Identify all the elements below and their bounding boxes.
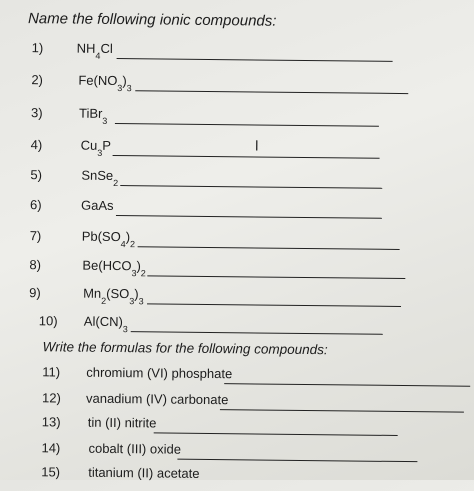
- answer-line[interactable]: [224, 383, 470, 387]
- question-row: [30, 197, 390, 223]
- question-number: 4): [30, 137, 43, 153]
- question-row: [30, 167, 390, 193]
- section2-heading: Write the formulas for the following compounds:: [42, 339, 328, 358]
- question-number: 5): [30, 167, 43, 183]
- answer-line[interactable]: [135, 90, 408, 94]
- compound-name: titanium (II) acetate: [88, 464, 200, 481]
- text-cursor-icon: I: [254, 138, 259, 155]
- question-number: 1): [31, 40, 44, 56]
- question-number: 7): [29, 228, 42, 244]
- answer-line[interactable]: [115, 123, 379, 127]
- answer-line[interactable]: [177, 459, 417, 463]
- answer-line[interactable]: [116, 215, 382, 219]
- compound-formula: Cu 3 P: [80, 137, 112, 158]
- question-number: 13): [41, 414, 61, 430]
- answer-line[interactable]: [147, 275, 405, 279]
- answer-line[interactable]: [154, 432, 398, 436]
- question-row: [31, 72, 411, 98]
- question-row: [29, 257, 409, 283]
- compound-formula: Be(HCO 3 ) 2: [82, 257, 146, 279]
- question-row: [41, 440, 469, 466]
- compound-formula: Mn 2 (SO 3 ) 3: [83, 285, 144, 307]
- compound-formula: TiBr 3: [78, 105, 108, 126]
- compound-name: vanadium (IV) carbonate: [85, 390, 229, 408]
- question-row: [29, 285, 409, 311]
- question-row: [41, 464, 469, 490]
- question-row: [42, 390, 470, 416]
- section1-heading: Name the following ionic compounds:: [27, 10, 277, 30]
- question-number: 12): [41, 390, 61, 406]
- compound-name: cobalt (III) oxide: [88, 440, 182, 457]
- compound-formula: SnSe 2: [81, 167, 119, 189]
- question-row: [32, 40, 402, 66]
- question-number: 8): [29, 257, 42, 273]
- question-row: [31, 137, 391, 163]
- answer-line[interactable]: [138, 246, 400, 250]
- answer-line[interactable]: [220, 409, 464, 413]
- compound-formula: Al(CN) 3: [83, 313, 128, 335]
- compound-formula: Fe(NO 3 ) 3: [78, 72, 132, 94]
- question-row: [31, 105, 391, 131]
- question-number: 11): [42, 364, 61, 380]
- question-row: [29, 313, 409, 339]
- question-number: 2): [31, 72, 44, 88]
- question-row: [42, 414, 470, 440]
- question-number: 10): [38, 313, 58, 329]
- answer-line[interactable]: [131, 331, 383, 335]
- answer-line[interactable]: [120, 185, 382, 189]
- compound-name: tin (II) nitrite: [87, 414, 157, 431]
- question-number: 14): [41, 440, 61, 456]
- question-number: 9): [29, 285, 41, 301]
- answer-line[interactable]: [117, 58, 393, 62]
- compound-formula: NH 4 Cl: [76, 40, 113, 61]
- question-row: [42, 364, 470, 390]
- compound-name: chromium (VI) phosphate: [86, 364, 233, 382]
- answer-line[interactable]: [113, 155, 380, 159]
- question-row: [30, 228, 410, 254]
- compound-formula: GaAs: [80, 197, 114, 213]
- answer-line[interactable]: [147, 303, 401, 307]
- question-number: 15): [41, 464, 61, 480]
- compound-formula: Pb(SO 4 ) 2: [81, 228, 136, 250]
- question-number: 3): [30, 105, 43, 121]
- question-number: 6): [29, 197, 42, 213]
